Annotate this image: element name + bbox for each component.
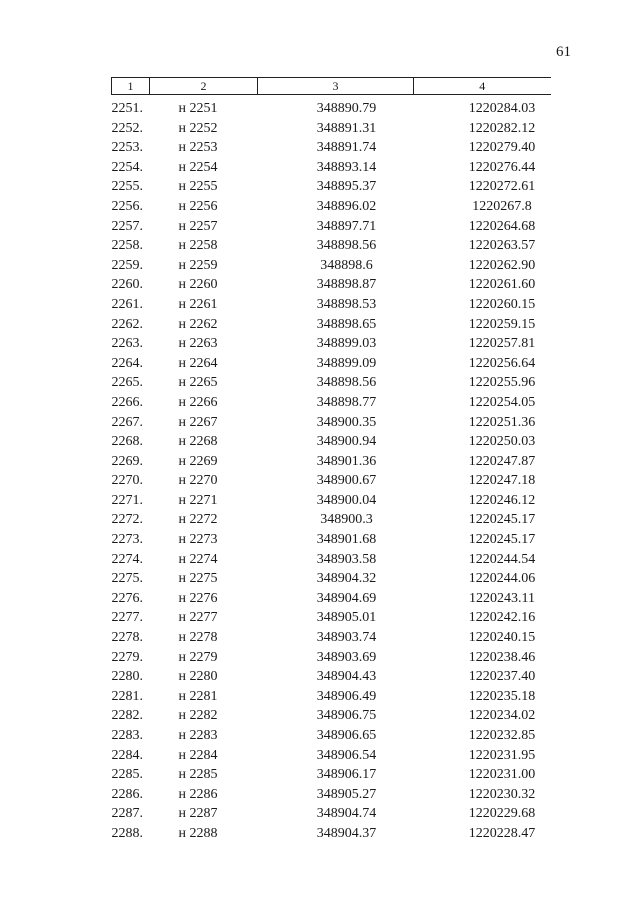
table-row <box>112 765 551 785</box>
y-coordinate-cell: 1220254.05 <box>468 394 536 410</box>
row-number-cell: 2257. <box>111 218 143 234</box>
point-name-cell: н 2288 <box>178 825 218 841</box>
x-coordinate-cell: 348890.79 <box>316 101 377 116</box>
row-number-cell: 2287. <box>111 806 143 822</box>
y-coordinate-cell: 1220256.64 <box>468 355 536 371</box>
y-coordinate-cell: 1220240.15 <box>468 630 536 646</box>
table-row <box>112 295 551 315</box>
y-coordinate-cell: 1220232.85 <box>468 728 536 743</box>
row-number-cell: 2259. <box>111 257 143 273</box>
y-coordinate-cell: 1220244.54 <box>468 551 536 567</box>
y-coordinate-cell: 1220228.47 <box>468 825 536 841</box>
header-col-1: 1 <box>112 78 150 95</box>
y-coordinate-cell: 1220231.00 <box>468 767 536 783</box>
point-name-cell: н 2263 <box>178 336 218 352</box>
x-coordinate-cell: 348899.09 <box>316 355 377 371</box>
row-number-cell: 2274. <box>111 551 143 567</box>
y-coordinate-cell: 1220279.40 <box>468 140 536 156</box>
x-coordinate-cell: 348900.3 <box>320 512 373 528</box>
point-name-cell: н 2258 <box>178 238 218 254</box>
row-number-cell: 2277. <box>111 610 143 626</box>
point-name-cell: н 2254 <box>178 159 218 175</box>
point-name-cell: н 2285 <box>178 767 218 783</box>
row-number-cell: 2270. <box>111 473 143 489</box>
point-name-cell: н 2260 <box>178 277 218 293</box>
point-name-cell: н 2261 <box>178 296 218 312</box>
row-number-cell: 2278. <box>111 630 143 646</box>
point-name-cell: н 2270 <box>178 473 218 489</box>
table-row <box>112 275 551 295</box>
point-name-cell: н 2273 <box>178 532 218 548</box>
y-coordinate-cell: 1220247.87 <box>468 453 536 469</box>
table-row <box>112 667 551 687</box>
point-name-cell: н 2274 <box>178 551 218 567</box>
y-coordinate-cell: 1220255.96 <box>468 375 536 391</box>
x-coordinate-cell: 348906.54 <box>316 747 377 763</box>
table-row <box>112 138 551 158</box>
x-coordinate-cell: 348906.75 <box>316 708 377 724</box>
table-row <box>112 510 551 530</box>
table-row <box>112 354 551 374</box>
x-coordinate-cell: 348891.31 <box>316 120 377 136</box>
x-coordinate-cell: 348906.65 <box>316 728 377 743</box>
y-coordinate-cell: 1220263.57 <box>468 238 536 254</box>
row-number-cell: 2280. <box>111 669 143 685</box>
x-coordinate-cell: 348900.94 <box>316 434 377 450</box>
point-name-cell: н 2255 <box>178 179 218 195</box>
y-coordinate-cell: 1220229.68 <box>468 806 536 822</box>
point-name-cell: н 2281 <box>178 688 218 704</box>
row-number-cell: 2269. <box>111 453 143 469</box>
table-row <box>112 785 551 805</box>
table-row <box>112 550 551 570</box>
row-number-cell: 2251. <box>111 101 143 116</box>
y-coordinate-cell: 1220238.46 <box>468 649 536 665</box>
y-coordinate-cell: 1220264.68 <box>468 218 536 234</box>
y-coordinate-cell: 1220244.06 <box>468 571 536 587</box>
point-name-cell: н 2283 <box>178 728 218 743</box>
table-row <box>112 608 551 628</box>
row-number-cell: 2284. <box>111 747 143 763</box>
x-coordinate-cell: 348898.56 <box>316 238 377 254</box>
y-coordinate-cell: 1220246.12 <box>468 492 536 508</box>
table-row <box>112 217 551 237</box>
table-row <box>112 726 551 746</box>
y-coordinate-cell: 1220230.32 <box>468 786 536 802</box>
y-coordinate-cell: 1220259.15 <box>468 316 536 332</box>
row-number-cell: 2255. <box>111 179 143 195</box>
page-number: 61 <box>556 44 571 60</box>
table-row <box>112 824 551 844</box>
x-coordinate-cell: 348906.17 <box>316 767 377 783</box>
row-number-cell: 2286. <box>111 786 143 802</box>
table-row <box>112 413 551 433</box>
table-row <box>112 236 551 256</box>
table-row <box>112 589 551 609</box>
x-coordinate-cell: 348898.77 <box>316 394 377 410</box>
row-number-cell: 2253. <box>111 140 143 156</box>
header-col-4: 4 <box>414 78 551 95</box>
point-name-cell: н 2271 <box>178 492 218 508</box>
x-coordinate-cell: 348904.69 <box>316 590 377 606</box>
x-coordinate-cell: 348897.71 <box>316 218 377 234</box>
x-coordinate-cell: 348905.01 <box>316 610 377 626</box>
y-coordinate-cell: 1220251.36 <box>468 414 536 430</box>
row-number-cell: 2273. <box>111 532 143 548</box>
table-row <box>112 315 551 335</box>
x-coordinate-cell: 348898.53 <box>316 296 377 312</box>
y-coordinate-cell: 1220245.17 <box>468 512 536 528</box>
x-coordinate-cell: 348904.32 <box>316 571 377 587</box>
row-number-cell: 2262. <box>111 316 143 332</box>
row-number-cell: 2254. <box>111 159 143 175</box>
x-coordinate-cell: 348903.69 <box>316 649 377 665</box>
x-coordinate-cell: 348900.04 <box>316 492 377 508</box>
x-coordinate-cell: 348903.58 <box>316 551 377 567</box>
y-coordinate-cell: 1220242.16 <box>468 610 536 626</box>
table-header <box>112 78 551 95</box>
row-number-cell: 2260. <box>111 277 143 293</box>
point-name-cell: н 2287 <box>178 806 218 822</box>
x-coordinate-cell: 348898.87 <box>316 277 377 293</box>
point-name-cell: н 2286 <box>178 786 218 802</box>
table-row <box>112 471 551 491</box>
row-number-cell: 2256. <box>111 198 143 214</box>
y-coordinate-cell: 1220284.03 <box>468 101 536 116</box>
x-coordinate-cell: 348896.02 <box>316 198 377 214</box>
table-row <box>112 432 551 452</box>
y-coordinate-cell: 1220257.81 <box>468 336 536 352</box>
point-name-cell: н 2251 <box>178 101 218 116</box>
point-name-cell: н 2269 <box>178 453 218 469</box>
y-coordinate-cell: 1220237.40 <box>468 669 536 685</box>
y-coordinate-cell: 1220231.95 <box>468 747 536 763</box>
point-name-cell: н 2259 <box>178 257 218 273</box>
x-coordinate-cell: 348904.43 <box>316 669 377 685</box>
row-number-cell: 2282. <box>111 708 143 724</box>
table-row <box>112 197 551 217</box>
point-name-cell: н 2252 <box>178 120 218 136</box>
x-coordinate-cell: 348898.56 <box>316 375 377 391</box>
point-name-cell: н 2272 <box>178 512 218 528</box>
coordinates-table <box>111 77 551 844</box>
point-name-cell: н 2276 <box>178 590 218 606</box>
table-row <box>112 119 551 139</box>
y-coordinate-cell: 1220276.44 <box>468 159 536 175</box>
table-row <box>112 393 551 413</box>
row-number-cell: 2275. <box>111 571 143 587</box>
row-number-cell: 2261. <box>111 296 143 312</box>
point-name-cell: н 2268 <box>178 434 218 450</box>
x-coordinate-cell: 348895.37 <box>316 179 377 195</box>
row-number-cell: 2283. <box>111 728 143 743</box>
header-col-3: 3 <box>258 78 414 95</box>
y-coordinate-cell: 1220235.18 <box>468 688 536 704</box>
y-coordinate-cell: 1220260.15 <box>468 296 536 312</box>
point-name-cell: н 2266 <box>178 394 218 410</box>
y-coordinate-cell: 1220247.18 <box>468 473 536 489</box>
x-coordinate-cell: 348901.68 <box>316 532 377 548</box>
x-coordinate-cell: 348901.36 <box>316 453 377 469</box>
x-coordinate-cell: 348900.67 <box>316 473 377 489</box>
point-name-cell: н 2282 <box>178 708 218 724</box>
x-coordinate-cell: 348905.27 <box>316 786 377 802</box>
row-number-cell: 2264. <box>111 355 143 371</box>
point-name-cell: н 2264 <box>178 355 218 371</box>
x-coordinate-cell: 348903.74 <box>316 630 377 646</box>
point-name-cell: н 2275 <box>178 571 218 587</box>
y-coordinate-cell: 1220267.8 <box>472 198 532 214</box>
x-coordinate-cell: 348904.37 <box>316 825 377 841</box>
x-coordinate-cell: 348898.6 <box>320 257 373 273</box>
x-coordinate-cell: 348904.74 <box>316 806 377 822</box>
table-row <box>112 452 551 472</box>
y-coordinate-cell: 1220234.02 <box>468 708 536 724</box>
x-coordinate-cell: 348900.35 <box>316 414 377 430</box>
y-coordinate-cell: 1220245.17 <box>468 532 536 548</box>
y-coordinate-cell: 1220272.61 <box>468 179 536 195</box>
row-number-cell: 2258. <box>111 238 143 254</box>
row-number-cell: 2271. <box>111 492 143 508</box>
table-row <box>112 491 551 511</box>
table-row <box>112 530 551 550</box>
row-number-cell: 2272. <box>111 512 143 528</box>
table-row <box>112 706 551 726</box>
y-coordinate-cell: 1220261.60 <box>468 277 536 293</box>
point-name-cell: н 2253 <box>178 140 218 156</box>
row-number-cell: 2285. <box>111 767 143 783</box>
point-name-cell: н 2257 <box>178 218 218 234</box>
y-coordinate-cell: 1220262.90 <box>468 257 536 273</box>
point-name-cell: н 2280 <box>178 669 218 685</box>
y-coordinate-cell: 1220243.11 <box>469 590 535 606</box>
row-number-cell: 2279. <box>111 649 143 665</box>
row-number-cell: 2268. <box>111 434 143 450</box>
row-number-cell: 2266. <box>111 394 143 410</box>
x-coordinate-cell: 348893.14 <box>316 159 377 175</box>
x-coordinate-cell: 348898.65 <box>316 316 377 332</box>
row-number-cell: 2265. <box>111 375 143 391</box>
table-row <box>112 256 551 276</box>
row-number-cell: 2288. <box>111 825 143 841</box>
table-row <box>112 804 551 824</box>
row-number-cell: 2276. <box>111 590 143 606</box>
point-name-cell: н 2279 <box>178 649 218 665</box>
point-name-cell: н 2267 <box>178 414 218 430</box>
table-row <box>112 746 551 766</box>
point-name-cell: н 2262 <box>178 316 218 332</box>
table-row <box>112 687 551 707</box>
x-coordinate-cell: 348906.49 <box>316 688 377 704</box>
row-number-cell: 2267. <box>111 414 143 430</box>
y-coordinate-cell: 1220250.03 <box>468 434 536 450</box>
header-row <box>112 78 551 95</box>
table-body <box>112 95 551 844</box>
coordinates-table-container <box>111 77 550 844</box>
x-coordinate-cell: 348899.03 <box>316 336 377 352</box>
point-name-cell: н 2256 <box>178 198 218 214</box>
point-name-cell: н 2284 <box>178 747 218 763</box>
point-name-cell: н 2278 <box>178 630 218 646</box>
y-coordinate-cell: 1220282.12 <box>468 120 536 136</box>
table-row <box>112 158 551 178</box>
table-row <box>112 177 551 197</box>
row-number-cell: 2252. <box>111 120 143 136</box>
row-number-cell: 2281. <box>111 688 143 704</box>
row-number-cell: 2263. <box>111 336 143 352</box>
table-row <box>112 95 551 119</box>
header-col-2: 2 <box>150 78 258 95</box>
x-coordinate-cell: 348891.74 <box>316 140 377 156</box>
point-name-cell: н 2277 <box>178 610 218 626</box>
table-row <box>112 334 551 354</box>
point-name-cell: н 2265 <box>178 375 218 391</box>
table-row <box>112 648 551 668</box>
table-row <box>112 373 551 393</box>
table-row <box>112 569 551 589</box>
table-row <box>112 628 551 648</box>
